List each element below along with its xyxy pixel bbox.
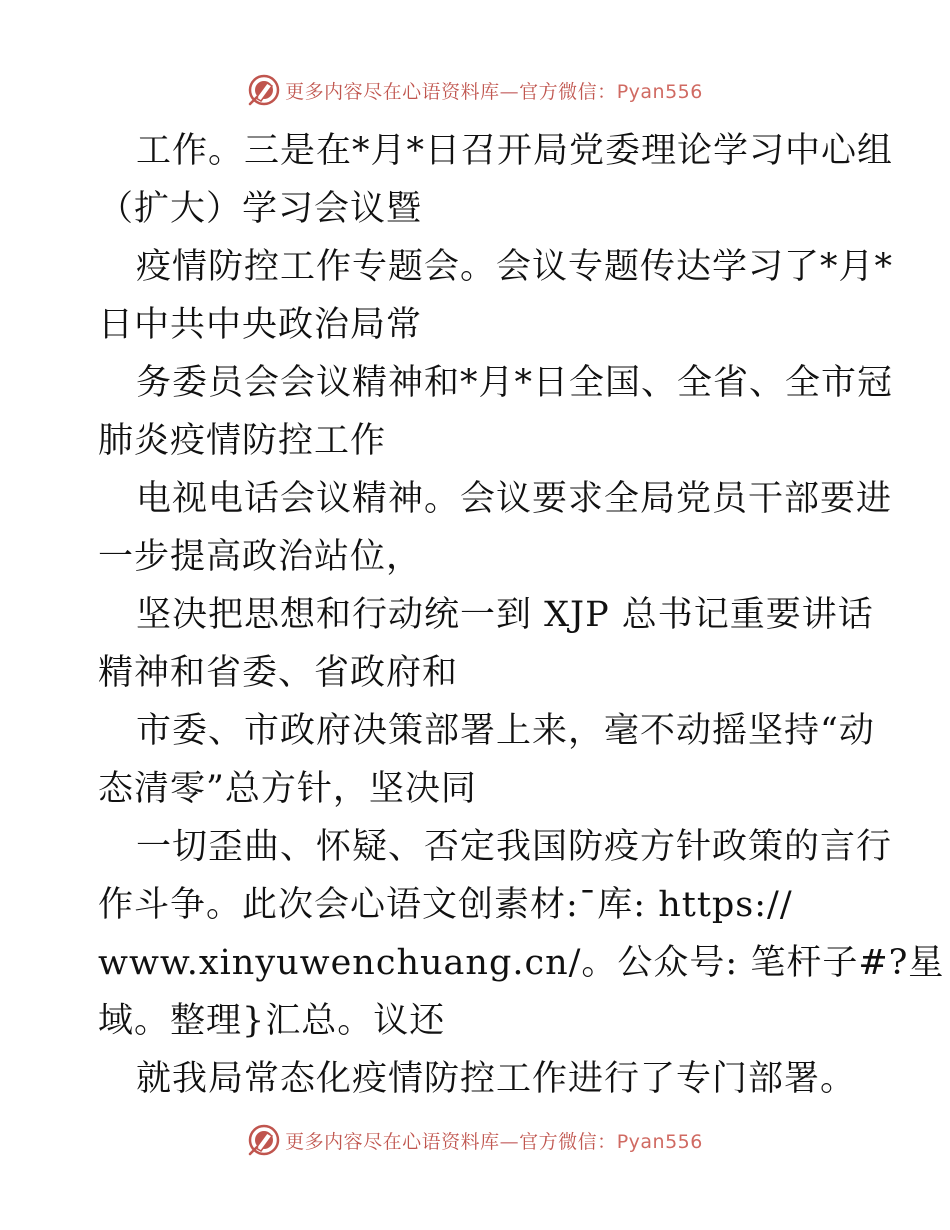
paragraph-2-line-2: 日中共中央政治局常	[98, 305, 423, 345]
paragraph-4-line-2: 一步提高政治站位，	[98, 537, 423, 577]
paragraph-7-line-4: 域。整理}汇总。议还	[98, 1001, 446, 1041]
pen-nib-logo-icon	[247, 73, 281, 107]
watermark-brand: 更多内容尽在心语资料库	[285, 80, 500, 103]
paragraph-7-line-3: www.xinyuwenchuang.cn/。公众号: 笔杆子#?星	[98, 943, 945, 983]
header-watermark	[0, 70, 950, 110]
paragraph-5-line-1: 坚决把思想和行动统一到 XJP 总书记重要讲话	[136, 595, 874, 635]
paragraph-2-line-1: 疫情防控工作专题会。会议专题传达学习了*月*	[136, 247, 894, 287]
paragraph-7-line-2: 作斗争。此次会心语文创素材:¯库: https://	[98, 885, 793, 925]
watermark-wechat-id: Pyan556	[616, 1130, 703, 1153]
document-body	[98, 122, 945, 1108]
watermark-separator: —	[499, 1130, 520, 1153]
watermark-brand: 更多内容尽在心语资料库	[285, 1130, 500, 1153]
watermark-wechat-id: Pyan556	[616, 80, 703, 103]
paragraph-6-line-2: 态清零”总方针，坚决同	[98, 769, 477, 809]
watermark-text	[285, 1127, 703, 1154]
paragraph-5-line-2: 精神和省委、省政府和	[98, 653, 459, 693]
paragraph-1-line-1: 工作。三是在*月*日召开局党委理论学习中心组	[136, 131, 894, 171]
watermark-text	[285, 77, 703, 104]
paragraph-8-line-1: 就我局常态化疫情防控工作进行了专门部署。	[136, 1059, 857, 1099]
paragraph-4-line-1: 电视电话会议精神。会议要求全局党员干部要进	[136, 479, 893, 519]
pen-nib-logo-icon	[247, 1123, 281, 1157]
watermark-separator: —	[499, 80, 520, 103]
paragraph-7-line-1: 一切歪曲、怀疑、否定我国防疫方针政策的言行	[136, 827, 893, 867]
watermark-official: 官方微信：	[519, 80, 617, 103]
paragraph-3-line-2: 肺炎疫情防控工作	[98, 421, 387, 461]
paragraph-6-line-1: 市委、市政府决策部署上来，毫不动摇坚持“动	[136, 711, 875, 751]
footer-watermark	[0, 1120, 950, 1160]
watermark-official: 官方微信：	[519, 1130, 617, 1153]
paragraph-1-line-2: （扩大）学习会议暨	[98, 189, 423, 229]
paragraph-3-line-1: 务委员会会议精神和*月*日全国、全省、全市冠	[136, 363, 894, 403]
